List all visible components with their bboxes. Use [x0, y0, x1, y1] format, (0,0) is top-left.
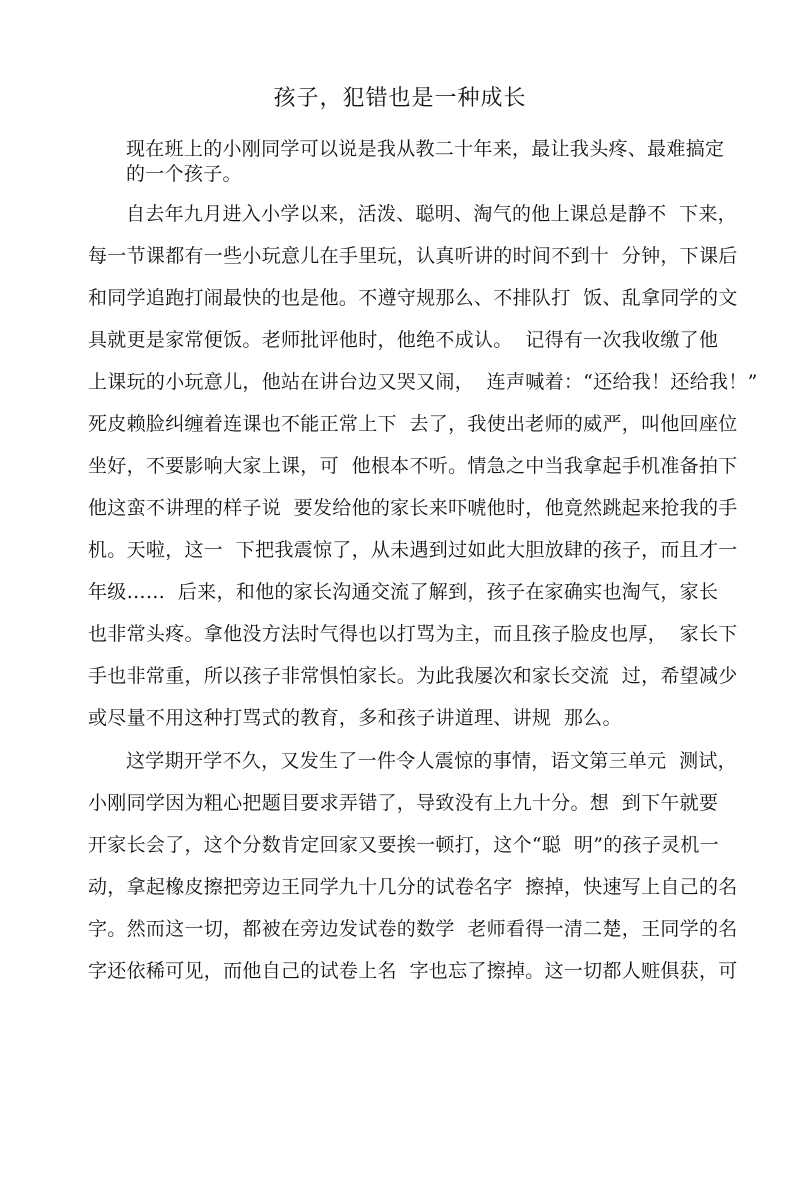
text-line: 机。天啦，这一 下把我震惊了，从未遇到过如此大胆放肆的孩子，而且才一	[88, 539, 738, 561]
text-line: 这学期开学不久，又发生了一件令人震惊的事情，语文第三单元 测试，	[126, 750, 737, 772]
text-line: 开家长会了，这个分数肯定回家又要挨一顿打，这个“聪 明”的孩子灵机一	[88, 834, 720, 856]
text-line: 具就更是家常便饭。老师批评他时，他绝不成认。 记得有一次我收缴了他	[88, 329, 719, 351]
text-line: 或尽量不用这种打骂式的教育，多和孩子讲道理、讲规 那么。	[88, 707, 622, 729]
text-line: 字还依稀可见，而他自己的试卷上名 字也忘了擦掉。这一切都人赃俱获，可	[88, 960, 738, 982]
text-line: 动，拿起橡皮擦把旁边王同学九十几分的试卷名字 擦掉，快速写上自己的名	[88, 876, 738, 898]
text-line: 自去年九月进入小学以来，活泼、聪明、淘气的他上课总是静不 下来，	[126, 203, 737, 225]
text-line: 每一节课都有一些小玩意儿在手里玩，认真听讲的时间不到十 分钟，下课后	[88, 245, 738, 267]
text-line: 和同学追跑打闹最快的也是他。不遵守规那么、不排队打 饭、乱拿同学的文	[88, 287, 738, 309]
text-line: 的一个孩子。	[126, 163, 242, 185]
text-line: 他这蛮不讲理的样子说 要发给他的家长来吓唬他时，他竟然跳起来抢我的手	[88, 497, 738, 519]
text-line: 小刚同学因为粗心把题目要求弄错了，导致没有上九十分。想 到下午就要	[88, 792, 719, 814]
document-title: 孩子，犯错也是一种成长	[273, 86, 527, 111]
text-line: 上课玩的小玩意儿，他站在讲台边又哭又闹， 连声喊着：“还给我！还给我！”	[88, 371, 758, 393]
text-line: 字。然而这一切，都被在旁边发试卷的数学 老师看得一清二楚，王同学的名	[88, 918, 738, 940]
text-line: 也非常头疼。拿他没方法时气得也以打骂为主，而且孩子脸皮也厚， 家长下	[88, 623, 738, 645]
text-line: 现在班上的小刚同学可以说是我从教二十年来，最让我头疼、最难搞定	[126, 138, 725, 160]
text-line: 死皮赖脸纠缠着连课也不能正常上下 去了，我使出老师的威严，叫他回座位	[88, 413, 738, 435]
text-line: 坐好，不要影响大家上课，可 他根本不听。情急之中当我拿起手机准备拍下	[88, 455, 738, 477]
text-line: 年级…… 后来，和他的家长沟通交流了解到，孩子在家确实也淘气，家长	[88, 581, 719, 603]
text-line: 手也非常重，所以孩子非常惧怕家长。为此我屡次和家长交流 过，希望减少	[88, 665, 738, 687]
